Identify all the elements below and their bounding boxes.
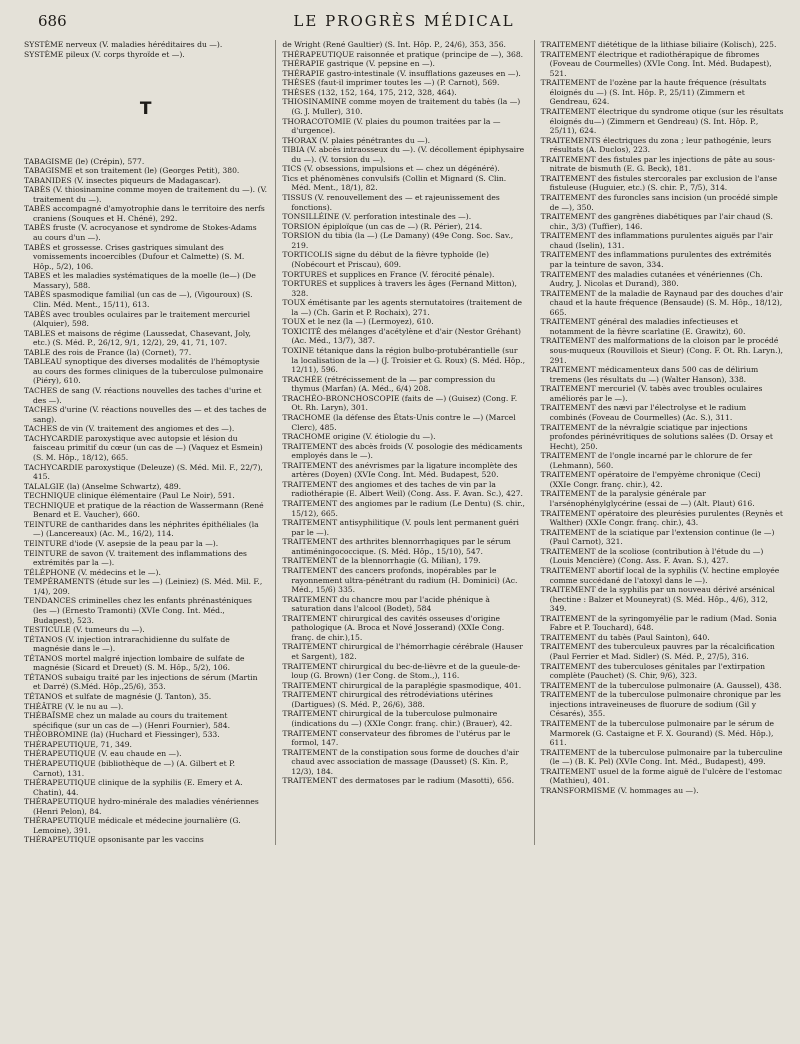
index-entry: TRAITEMENT antisyphilitique (V. pouls lent permanent guéri par le —).	[282, 518, 519, 537]
index-entry: TRAITEMENT chirurgical de la tuberculose pulmonaire (indications du —) (XXIe Congr. franç. chir.) (Brauer), 42.	[282, 709, 513, 728]
index-entry: THÉRAPIE gastrique (V. pepsine en —).	[282, 59, 435, 69]
index-entry: TACHYCARDIE paroxystique (Deleuze) (S. Méd. Mil. F., 22/7), 415.	[24, 462, 263, 482]
index-entry: THORAX (V. plaies pénétrantes du —).	[282, 135, 431, 145]
index-entry: TACHES de sang (V. réactions nouvelles des taches d'urine et des —).	[24, 386, 262, 405]
index-entry: TÉTANOS mortel malgré injection lombaire de sulfate de magnésie (Sicard et Dreuet) (S. M. Hôp., 5/2), 106.	[24, 653, 245, 673]
entries-list-middle	[282, 40, 525, 786]
index-entry: TRAITEMENT du chancre mou par l'acide phénique à saturation dans l'alcool (Bodet), 584	[282, 594, 490, 614]
index-entry: TRAITEMENTS électriques du zona ; leur pathogénie, leurs résultats (A. Duclos), 223.	[540, 135, 772, 155]
index-entry: TRAITEMENT chirurgical des cavités osseuses d'origine pathologique (A. Broca et Nové Josserand) (XXIe Cong. franç. de chir.),15.	[282, 613, 505, 642]
index-entry: TRAITEMENT des dermatoses par le radium (Masotti), 656.	[282, 776, 515, 786]
index-entry: TRAITEMENT des arthrites blennorrhagiques par le sérum antiméningococcique. (S. Méd. Hôp., 15/10), 547.	[282, 537, 511, 556]
index-entry: THÉBAÏSME chez un malade au cours du traitement spécifique (sur un cas de —) (Henri Fournier), 584.	[24, 711, 231, 730]
index-entry: THÈSES (faut-il imprimer toutes les —) (P. Carnot), 569.	[282, 78, 500, 88]
index-entry: TABÈS avec troubles oculaires par le traitement mercuriel (Alquier), 598.	[24, 309, 251, 329]
index-entry: TRAITEMENT de la constipation sous forme de douches d'air chaud avec association de massage (Dausset) (S. Kin. P., 12/3), 184.	[282, 747, 519, 776]
index-entry: TRAITEMENT électrique du syndrome otique (sur les résultats éloignés du—) (Zimmern et Gendreau) (S. Int. Hôp. P., 25/11), 624.	[540, 106, 784, 136]
index-entry: TORTICOLIS signe du début de la fièvre typhoïde (le) (Nobécourt et Priscau), 609.	[282, 250, 489, 269]
index-entry: TRAITEMENT des fistules par les injections de pâte au sous-nitrate de bismuth (E. G. Beck), 181.	[540, 154, 775, 174]
index-entry: TRAITEMENT de la sciatique par l'extension continue (le —) (Paul Carnot), 321.	[540, 527, 775, 547]
index-entry: TORTURES et supplices en France (V. férocité pénale).	[282, 269, 495, 279]
index-entry: TRAITEMENT de la tuberculose pulmonaire par la tuberculine (le —) (B. K. Pel) (XVIe Cong. Int. Méd., Budapest), 499.	[540, 747, 783, 767]
index-column-right	[534, 40, 784, 845]
index-entry: TABANIDES (V. insectes piqueurs de Madagascar).	[24, 175, 221, 185]
index-entry: TRAITEMENT des abcès froids (V. posologie des médicaments employés dans le —).	[282, 441, 523, 461]
index-entry: TOXINE tétanique dans la région bulbo-protubérantielle (sur la localisation de la —) (J. Troisier et G. Roux) (S. Méd. Hôp., 12/11), 596.	[282, 346, 526, 375]
index-entry: TABLE des rois de France (la) (Cornet), 77.	[24, 347, 192, 357]
index-entry: TRANSFORMISME (V. hommages au —).	[540, 785, 699, 795]
index-entry: TRAITEMENT des angiomes par le radium (Le Dentu) (S. chir., 15/12), 665.	[282, 499, 525, 518]
index-entry: TRAITEMENT de la syphilis par un nouveau dérivé arsénical (hectine : Balzer et Mouneyrat) (S. Méd. Hôp., 4/6), 312, 349.	[540, 585, 775, 614]
page-header	[24, 10, 784, 36]
index-entry: TECHNIQUE clinique élémentaire (Paul Le Noir), 591.	[24, 491, 235, 501]
index-entry: TRACHOME origine (V. étiologie du —).	[282, 432, 436, 442]
index-entry: TRAITEMENT des tuberculoses génitales par l'extirpation complète (Pauchet) (S. Chir, 9/6), 323.	[540, 661, 766, 681]
index-entry: TENDANCES criminelles chez les enfants phrénasténiques (les —) (Ernesto Tramonti) (XVIe Cong. Int. Méd., Budapest), 523.	[24, 596, 252, 625]
index-entry: THÉRAPEUTIQUE hydro-minérale des maladies vénériennes (Henri Pelon), 84.	[24, 797, 259, 816]
index-entry: TRAITEMENT conservateur des fibromes de l'utérus par le formol, 147.	[282, 728, 511, 748]
entries-before-letter	[24, 40, 267, 59]
index-columns	[24, 40, 784, 845]
index-entry: TRAITEMENT médicamenteux dans 500 cas de délirium tremens (les résultats du —) (Walter Hanson), 338.	[540, 365, 759, 384]
index-entry: TABÈS (V. thiosinamine comme moyen de traitement du —). (V. traitement du —).	[24, 185, 268, 204]
index-entry: THÉRAPEUTIQUE raisonnée et pratique (principe de —), 368.	[282, 49, 524, 59]
index-entry: TESTICULE (V. tumeurs du —).	[24, 625, 145, 635]
index-entry: TABLES et maisons de régime (Laussedat, Chasevant, Joly, etc.) (S. Méd. P., 26/12, 9/1, 12/2), 29, 41, 71, 107.	[24, 328, 251, 348]
entries-list-left	[24, 157, 267, 846]
index-entry: SYSTÈME pileux (V. corps thyroïde et —).	[24, 49, 185, 59]
index-entry: THÉRAPEUTIQUE (bibliothèque de —) (A. Gilbert et P. Carnot), 131.	[24, 758, 236, 778]
index-entry: TIBIA (V. abcès intraosseux du —). (V. décollement épiphysaire du —). (V. torsion du —).	[282, 145, 525, 164]
index-entry: TRAITEMENT des inflammations purulentes des extrémités par la teinture de savon, 334.	[540, 250, 772, 269]
index-entry: TRAITEMENT de la tuberculose pulmonaire chronique par les injections intraveineuses de fluorure de sodium (Gil y Césarés), 355.	[540, 690, 781, 719]
index-entry: TABLEAU synoptique des diverses modalités de l'hémoptysie au cours des formes cliniques de la tuberculose pulmonaire (Piéry), 610.	[24, 357, 264, 386]
index-entry: TONSILLÉINE (V. perforation intestinale des —).	[282, 212, 472, 222]
index-entry: TABÈS accompagné d'amyotrophie dans le territoire des nerfs craniens (Souques et H. Chéné), 292.	[24, 204, 265, 223]
index-entry: TRAITEMENT de l'ongle incarné par le chlorure de fer (Lehmann), 560.	[540, 451, 753, 470]
index-entry: TÉTANOS et sulfate de magnésie (J. Tanton), 35.	[24, 692, 212, 702]
index-entry: TRAITEMENT des cancers profonds, inopérables par le rayonnement ultra-pénétrant du radium (H. Dominici) (Ac. Méd., 15/6) 335.	[282, 565, 518, 595]
index-entry: SYSTÈME nerveux (V. maladies héréditaires du —).	[24, 40, 223, 49]
index-entry: de Wright (René Gaultier) (S. Int. Hôp. P., 24/6), 353, 356.	[282, 40, 506, 49]
page-number: 686	[38, 12, 67, 30]
index-entry: TRAITEMENT diététique de la lithiase biliaire (Kolisch), 225.	[540, 40, 777, 49]
index-entry: TÉTANOS (V. injection intrarachidienne du sulfate de magnésie dans le —).	[24, 634, 230, 654]
index-entry: TRAITEMENT opératoire de l'empyème chronique (Ceci) (XXIe Congr. franç. chir.), 42.	[540, 470, 761, 489]
index-entry: TABÈS et grossesse. Crises gastriques simulant des vomissements incoercibles (Dufour et Calmette) (S. M. Hôp., 5/2), 106.	[24, 242, 245, 271]
index-entry: TABAGISME (le) (Crépin), 577.	[24, 156, 145, 166]
index-entry: TRAITEMENT électrique et radiothérapique de fibromes (Foveau de Courmelles) (XVIe Cong. Int. Méd. Budapest), 521.	[540, 49, 772, 78]
index-entry: THÈSES (132, 152, 164, 175, 212, 328, 464).	[282, 87, 457, 97]
index-entry: TRAITEMENT des furoncles sans incision (un procédé simple de —), 350.	[540, 193, 778, 212]
index-entry: TRAITEMENT chirurgical du bec-de-lièvre et de la gueule-de-loup (G. Brown) (1er Cong. de Stom.,), 116.	[282, 661, 521, 681]
index-entry: TICS (V. obsessions, impulsions et — chez un dégénéré).	[282, 164, 500, 174]
index-entry: TEINTURE de cantharides dans les néphrites épithéliales (la —) (Lancereaux) (Ac. M., 16/2), 114.	[24, 519, 259, 539]
index-entry: TRACHÉO-BRONCHOSCOPIE (faits de —) (Guisez) (Cong. F. Ot. Rh. Laryn), 301.	[282, 393, 518, 413]
index-entry: TRAITEMENT de la maladie de Raynaud par des douches d'air chaud et la haute fréquence (Bensaude) (S. M. Hôp., 18/12), 665.	[540, 288, 783, 317]
index-entry: TORSION du tibia (la —) (Le Damany) (49e Cong. Soc. Sav., 219.	[282, 231, 514, 250]
index-entry: THÉRAPEUTIQUE clinique de la syphilis (E. Emery et A. Chatin), 44.	[24, 778, 243, 797]
index-entry: TRAITEMENT des fistules stercorales par exclusion de l'anse fistuleuse (Huguier, etc.) (S. chir. P., 7/5), 314.	[540, 173, 778, 193]
index-entry: THÉOBROMINE (la) (Huchard et Fiessinger), 533.	[24, 730, 220, 740]
index-entry: TABES et les maladies systématiques de la moelle (le—) (De Massary), 588.	[24, 271, 256, 290]
index-entry: TEINTURE de savon (V. traitement des inflammations des extrémités par la —).	[24, 548, 247, 568]
index-entry: Tics et phénomènes convulsifs (Collin et Mignard (S. Clin. Méd. Ment., 18/1), 82.	[282, 173, 507, 193]
index-entry: THÉRAPEUTIQUE médicale et médecine journalière (G. Lemoine), 391.	[24, 816, 241, 835]
index-entry: TRAITEMENT de la blennorrhagie (G. Milian), 179.	[282, 556, 481, 566]
index-column-left	[24, 40, 267, 845]
index-entry: TRAITEMENT de la scoliose (contribution à l'étude du —) (Louis Mencière) (Cong. Ass. F. Avan. S.), 427.	[540, 546, 764, 566]
index-entry: THIOSINAMINE comme moyen de traitement du tabès (la —) (G. J. Muller), 310.	[282, 97, 521, 116]
index-entry: TABAGISME et son traitement (le) (Georges Petit), 380.	[24, 166, 240, 176]
index-entry: TRAITEMENT chirurgical des rétrodéviations utérines (Dartigues) (S. Méd. P., 26/6), 388.	[282, 690, 493, 709]
index-entry: TÉLÉPHONE (V. médecins et le —).	[24, 567, 161, 577]
index-entry: TRAITEMENT des tuberculeux pauvres par la récalcification (Paul Ferrier et Mad. Sidler) (S. Méd. P., 27/5), 316.	[540, 642, 775, 661]
index-entry: TRAITEMENT des inflammations purulentes aiguës par l'air chaud (Iselin), 131.	[540, 231, 773, 250]
running-title: LE PROGRÈS MÉDICAL	[293, 12, 515, 30]
index-entry: TRAITEMENT mercuriel (V. tabès avec troubles oculaires améliorés par le —).	[540, 384, 763, 403]
index-entry: TOUX et le nez (la —) (Lermoyez), 610.	[282, 317, 434, 327]
index-entry: TRAITEMENT général des maladies infectieuses et notamment de la fièvre scarlatine (E. Grawitz), 60.	[540, 317, 746, 336]
entries-list-right	[541, 40, 784, 795]
index-entry: TEMPÉRAMENTS (étude sur les —) (Leiniez) (S. Méd. Mil. F., 1/4), 209.	[24, 577, 263, 596]
index-entry: TABÈS spasmodique familial (un cas de —), (Vigouroux) (S. Clin. Méd. Ment., 15/11), 613.	[24, 290, 253, 309]
index-entry: THÉRAPEUTIQUE (V. eau chaude en —).	[24, 749, 182, 759]
index-entry: TRAITEMENT chirurgical de la paraplégie spasmodique, 401.	[282, 680, 522, 690]
index-entry: TRAITEMENT abortif local de la syphilis (V. hectine employée comme succédané de l'atoxyl dans le —).	[540, 565, 780, 585]
index-entry: TRAITEMENT opératoire des pleurésies purulentes (Reynès et Walther) (XXIe Congr. franç. chir.), 43.	[540, 508, 783, 528]
index-entry: TACHES d'urine (V. réactions nouvelles des — et des taches de sang).	[24, 405, 267, 424]
index-entry: TRAITEMENT des anévrismes par la ligature incomplète des artères (Doyen) (XVIe Cong. Int. Méd. Budapest, 520.	[282, 460, 518, 480]
index-entry: TACHYCARDIE paroxystique avec autopsie et lésion du faisceau primitif du cœur (un cas de —) (Vaquez et Esmein) (S. M. Hôp., 18/12), 665.	[24, 433, 263, 462]
index-entry: TRAITEMENT des malformations de la cloison par le procédé sous-muqueux (Rouvillois et Sieur) (Cong. F. Ot. Rh. Laryn.), 291.	[540, 336, 783, 365]
index-entry: TRAITEMENT usuel de la forme aiguë de l'ulcère de l'estomac (Mathieu), 401.	[540, 766, 783, 786]
index-entry: TEINTURE d'iode (V. asepsie de la peau par la —).	[24, 539, 219, 549]
index-entry: THORACOTOMIE (V. plaies du poumon traitées par la — d'urgence).	[282, 116, 501, 136]
index-entry: TACHES de vin (V. traitement des angiomes et des —).	[24, 424, 235, 434]
index-entry: TOUX émétisante par les agents sternutatoires (traitement de la —) (Ch. Garin et P. Rochaix), 271.	[282, 298, 523, 317]
index-entry: TRAITEMENT de la syringomyélie par le radium (Mad. Sonia Fabre et P. Touchard), 648.	[540, 613, 777, 633]
index-entry: TABÈS fruste (V. acrocyanose et syndrome de Stokes-Adams au cours d'un —).	[24, 223, 257, 243]
index-entry: TRAITEMENT de la tuberculose pulmonaire par le sérum de Marmorek (G. Castaigne et F. X. Gourand) (S. Méd. Hôp.), 611.	[540, 718, 774, 748]
index-entry: THÉRAPEUTIQUE, 71, 349.	[24, 739, 132, 749]
index-entry: TRAITEMENT des maladies cutanées et vénériennes (Ch. Audry, J. Nicolas et Durand), 380.	[540, 269, 763, 289]
index-entry: TRAITEMENT de la névralgie sciatique par injections profondes périnévritiques de solutions salées (D. Orsay et Hecht), 250.	[540, 422, 773, 451]
index-entry: TORTURES et supplices à travers les âges (Fernand Mitton), 328.	[282, 279, 517, 298]
index-entry: TRACHOME (la défense des États-Unis contre le —) (Marcel Clerc), 485.	[282, 412, 516, 432]
index-entry: TRACHÉE (rétrécissement de la — par compression du thymus (Marfan) (A. Méd., 6/4) 208.	[282, 374, 496, 394]
index-entry: TOXICITÉ des mélanges d'acétylène et d'air (Nestor Gréhant) (Ac. Méd., 13/7), 387.	[282, 326, 521, 346]
index-entry: TRAITEMENT des angiomes et des taches de vin par la radiothérapie (E. Albert Weil) (Cong. Ass. F. Avan. Sc.), 427.	[282, 479, 523, 499]
index-entry: TISSUS (V. renouvellement des — et rajeunissement des fonctions).	[282, 193, 500, 212]
index-entry: TRAITEMENT des nævi par l'électrolyse et le radium combinés (Foveau de Courmelles) (Ac. S.), 311.	[540, 403, 747, 422]
index-entry: TRAITEMENT des gangrènes diabétiques par l'air chaud (S. chir., 3/3) (Tuffier), 146.	[540, 212, 773, 231]
section-letter: T	[139, 99, 152, 120]
index-entry: TORSION épiploïque (un cas de —) (R. Périer), 214.	[282, 221, 483, 231]
index-entry: TRAITEMENT de la paralysie générale par l'arsénophénylglycérine (essai de —) (Alt. Plaut) 616.	[540, 489, 755, 508]
index-entry: TRAITEMENT chirurgical de l'hémorrhagie cérébrale (Hauser et Sargent), 182.	[282, 642, 523, 661]
index-entry: THÉRAPIE gastro-intestinale (V. insufflations gazeuses en —).	[282, 68, 521, 78]
index-entry: TECHNIQUE et pratique de la réaction de Wassermann (René Benard et E. Vaucher), 660.	[24, 500, 264, 520]
index-entry: THÉÂTRE (V. le nu au —).	[24, 701, 124, 711]
index-entry: TALALGIE (la) (Anselme Schwartz), 489.	[24, 481, 182, 491]
index-entry: TRAITEMENT du tabès (Paul Sainton), 640.	[540, 632, 710, 642]
index-entry: TÉTANOS subaigu traité par les injections de sérum (Martin et Darré) (S.Méd. Hôp.,25/6), 353.	[24, 672, 258, 692]
index-entry: TRAITEMENT de l'ozène par la haute fréquence (résultats éloignés du —) (S. Int. Hôp. P., 25/11) (Zimmern et Gendreau, 624.	[540, 78, 767, 107]
index-column-middle	[275, 40, 525, 845]
index-entry: THÉRAPEUTIQUE opsonisante par les vaccins	[24, 835, 204, 845]
index-entry: TRAITEMENT de la tuberculose pulmonaire (A. Gaussel), 438.	[540, 680, 782, 690]
